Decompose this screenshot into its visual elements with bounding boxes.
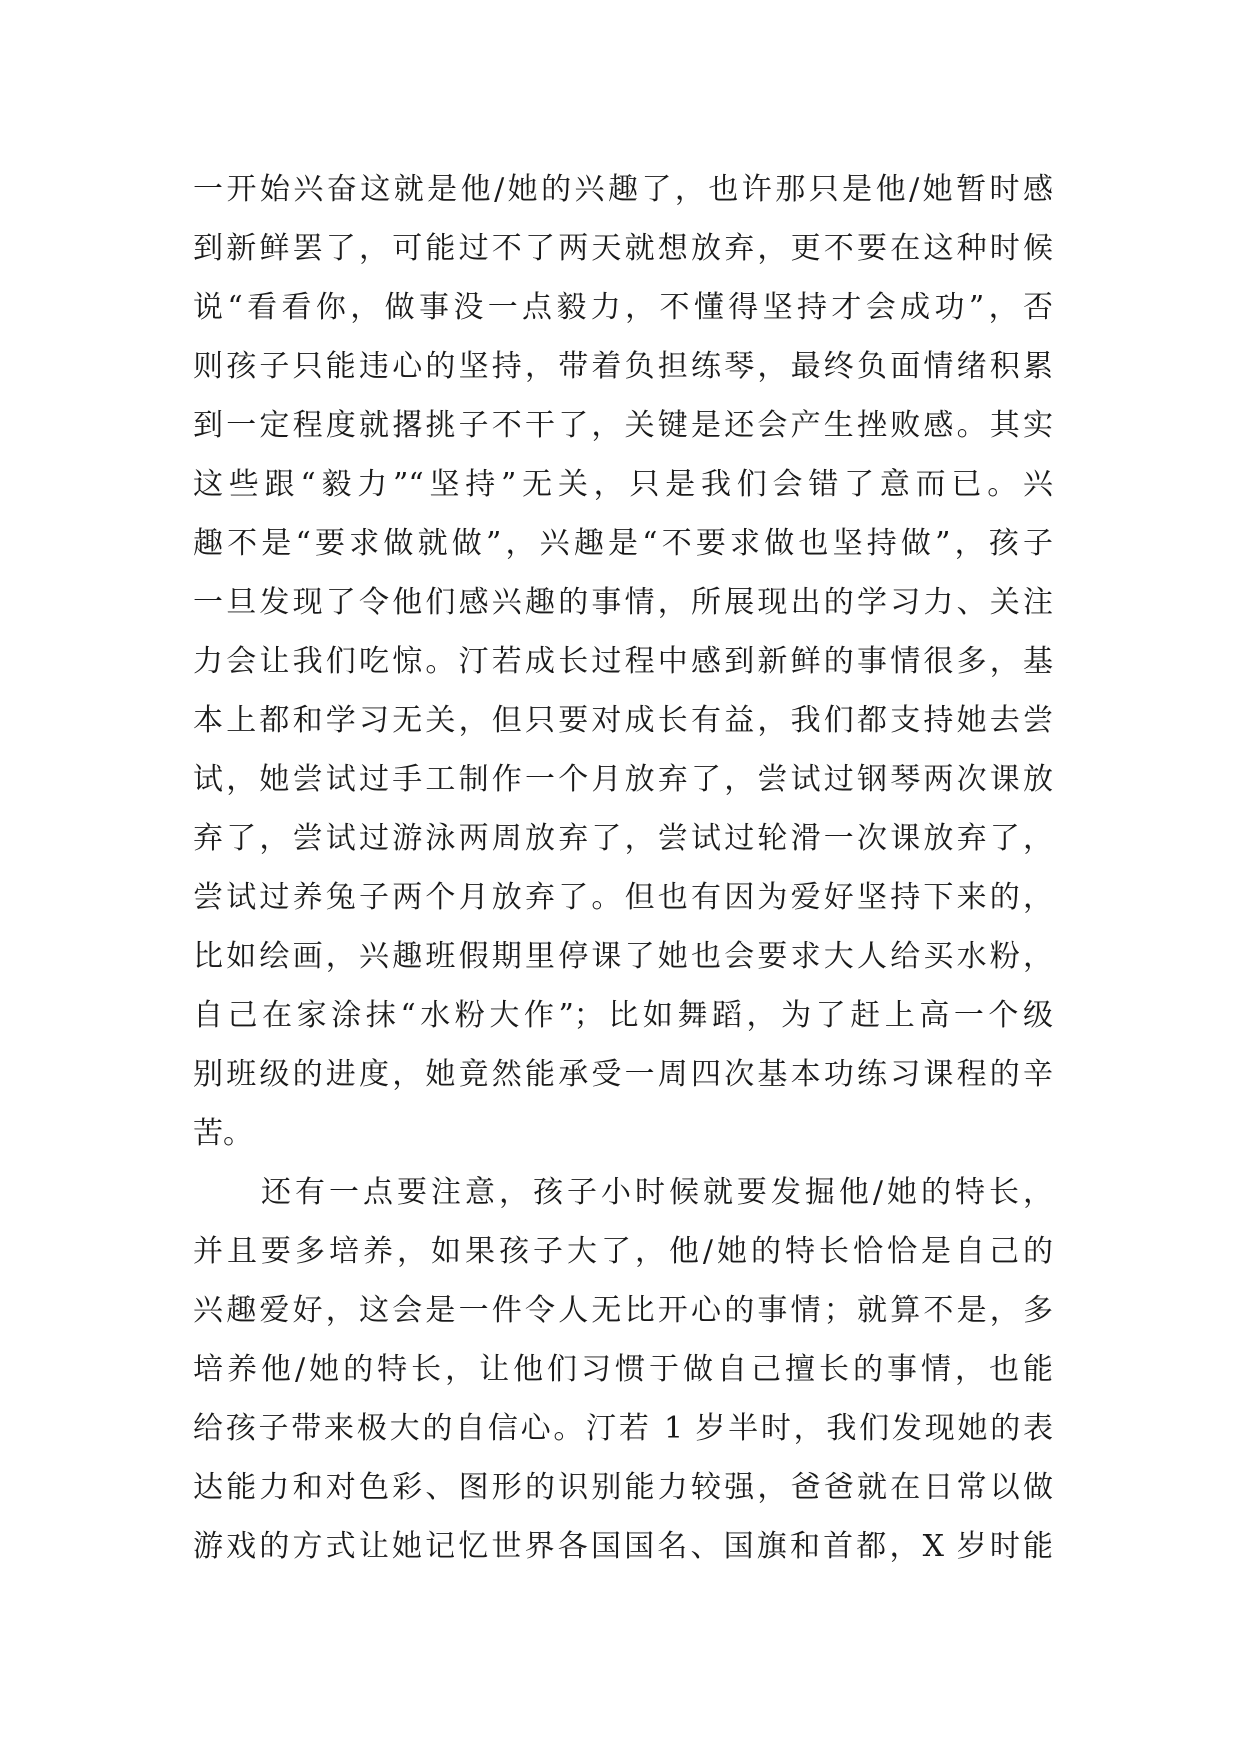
text-line: 试，她尝试过手工制作一个月放弃了，尝试过钢琴两次课放: [193, 762, 1053, 797]
body-text: [193, 160, 1053, 1576]
text-line: 这些跟“毅力”“坚持”无关，只是我们会错了意而已。兴: [193, 467, 1053, 502]
text-line: 苦。: [193, 1116, 253, 1151]
text-line: 自己在家涂抹“水粉大作”；比如舞蹈，为了赶上高一个级: [193, 998, 1053, 1033]
text-line: 一开始兴奋这就是他/她的兴趣了，也许那只是他/她暂时感: [193, 172, 1053, 207]
text-line: 培养他/她的特长，让他们习惯于做自己擅长的事情，也能: [193, 1352, 1053, 1387]
text-line: 趣不是“要求做就做”，兴趣是“不要求做也坚持做”，孩子: [193, 526, 1053, 561]
text-line: 别班级的进度，她竟然能承受一周四次基本功练习课程的辛: [193, 1057, 1053, 1092]
text-line: 尝试过养兔子两个月放弃了。但也有因为爱好坚持下来的，: [193, 880, 1053, 915]
text-line: 给孩子带来极大的自信心。汀若 1 岁半时，我们发现她的表: [193, 1411, 1053, 1446]
text-line: 兴趣爱好，这会是一件令人无比开心的事情；就算不是，多: [193, 1293, 1053, 1328]
text-line: 达能力和对色彩、图形的识别能力较强，爸爸就在日常以做: [193, 1470, 1053, 1505]
paragraph-1: [193, 160, 1053, 1163]
text-line: 游戏的方式让她记忆世界各国国名、国旗和首都，X 岁时能: [193, 1529, 1053, 1564]
text-line: 本上都和学习无关，但只要对成长有益，我们都支持她去尝: [193, 703, 1053, 738]
text-line: 一旦发现了令他们感兴趣的事情，所展现出的学习力、关注: [193, 585, 1053, 620]
text-line: 说“看看你，做事没一点毅力，不懂得坚持才会成功”，否: [193, 290, 1053, 325]
text-line: 力会让我们吃惊。汀若成长过程中感到新鲜的事情很多，基: [193, 644, 1053, 679]
text-line: 到新鲜罢了，可能过不了两天就想放弃，更不要在这种时候: [193, 231, 1053, 266]
text-line: 还有一点要注意，孩子小时候就要发掘他/她的特长，: [261, 1175, 1053, 1210]
text-line: 比如绘画，兴趣班假期里停课了她也会要求大人给买水粉，: [193, 939, 1053, 974]
text-line: 则孩子只能违心的坚持，带着负担练琴，最终负面情绪积累: [193, 349, 1053, 384]
text-line: 弃了，尝试过游泳两周放弃了，尝试过轮滑一次课放弃了，: [193, 821, 1053, 856]
text-line: 并且要多培养，如果孩子大了，他/她的特长恰恰是自己的: [193, 1234, 1053, 1269]
paragraph-2: [193, 1163, 1053, 1576]
text-line: 到一定程度就撂挑子不干了，关键是还会产生挫败感。其实: [193, 408, 1053, 443]
